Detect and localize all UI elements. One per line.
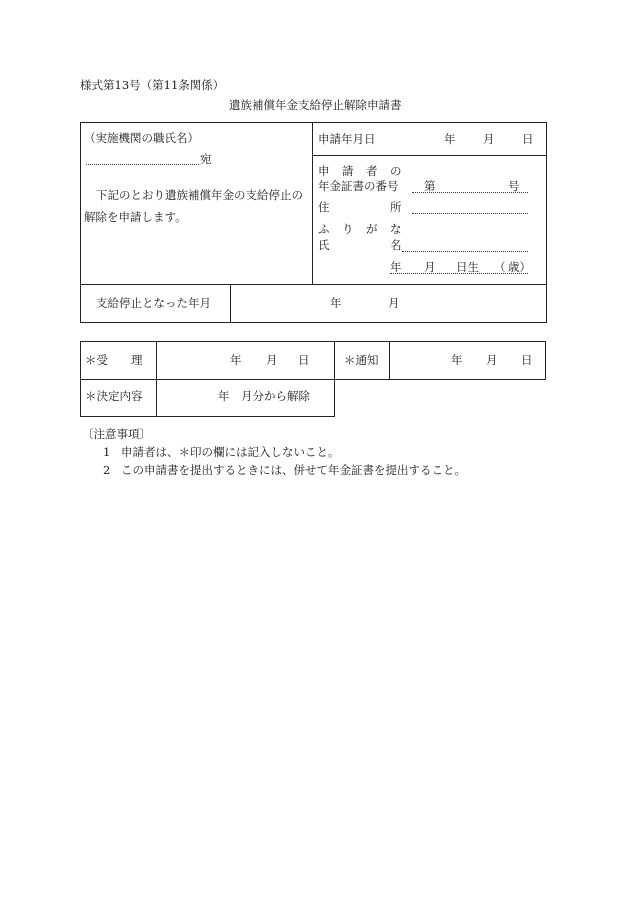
address-field[interactable] (412, 213, 528, 214)
agency-label: （実施機関の職氏名） (84, 131, 199, 145)
furigana-label-char: な (390, 222, 402, 236)
furigana-label-char: が (366, 222, 378, 236)
address-label-char: 所 (390, 200, 402, 214)
suspension-divider (230, 284, 231, 323)
horizontal-divider (80, 284, 547, 285)
certificate-go: 号 (508, 179, 520, 193)
decision-label: ＊決定内容 (85, 389, 143, 403)
date-divider (312, 155, 547, 156)
form-title: 遺族補償年金支給停止解除申請書 (229, 98, 402, 112)
agency-name-field[interactable] (86, 164, 199, 165)
body-text-line1: 下記のとおり遺族補償年金の支給停止の (96, 188, 303, 202)
addressee-suffix: 宛 (200, 152, 212, 166)
notice-month: 月 (486, 353, 498, 367)
notice-label: ＊通知 (344, 353, 379, 367)
office-bottom-line (80, 416, 335, 417)
note-text: 申請者は、＊印の欄には記入しないこと。 (121, 445, 340, 459)
date-year: 年 (444, 132, 456, 146)
decision-value: 年 月分から解除 (218, 389, 310, 403)
note-number: 2 (103, 463, 111, 477)
birth-month: 月 (424, 260, 436, 274)
receipt-label: ＊受 理 (85, 353, 143, 367)
suspension-year: 年 (330, 296, 342, 310)
notes-heading: 〔注意事項〕 (82, 427, 151, 441)
applicant-label-char: 申 (318, 164, 330, 178)
name-label-char: 氏 (318, 238, 330, 252)
applicant-label-char: 者 (366, 164, 378, 178)
application-date-label: 申請年月日 (318, 132, 376, 146)
body-text-line2: 解除を申請します。 (84, 210, 187, 224)
notice-year: 年 (451, 353, 463, 367)
age-open: （ (494, 260, 506, 274)
notice-day: 日 (521, 353, 533, 367)
furigana-label-char: り (342, 222, 354, 236)
birth-year: 年 (390, 260, 402, 274)
certificate-dai: 第 (424, 179, 436, 193)
receipt-day: 日 (298, 353, 310, 367)
vertical-divider (312, 122, 313, 284)
office-left-line (80, 379, 81, 417)
receipt-month: 月 (266, 353, 278, 367)
form-number: 様式第13号（第11条関係） (80, 78, 225, 92)
suspension-label: 支給停止となった年月 (96, 296, 211, 310)
suspension-month: 月 (388, 296, 400, 310)
address-label-char: 住 (318, 200, 330, 214)
note-number: 1 (103, 445, 111, 459)
name-label-char: 名 (390, 238, 402, 252)
furigana-label-char: ふ (318, 222, 330, 236)
note-text: この申請書を提出するときには、併せて年金証書を提出すること。 (121, 463, 466, 477)
applicant-label-char: 請 (342, 164, 354, 178)
date-month: 月 (483, 132, 495, 146)
certificate-number-field[interactable] (412, 192, 528, 193)
name-field[interactable] (402, 251, 528, 252)
receipt-year: 年 (230, 353, 242, 367)
office-receipt-row (80, 341, 546, 380)
office-col-divider (334, 341, 335, 417)
office-col-divider (156, 341, 157, 417)
office-col-divider (389, 341, 390, 380)
applicant-label-char: の (390, 164, 402, 178)
date-day: 日 (522, 132, 534, 146)
certificate-number-label: 年金証書の番号 (318, 179, 399, 193)
age-label: 歳） (508, 260, 531, 274)
birth-date-field[interactable] (390, 273, 528, 274)
birth-day: 日生 (456, 260, 479, 274)
